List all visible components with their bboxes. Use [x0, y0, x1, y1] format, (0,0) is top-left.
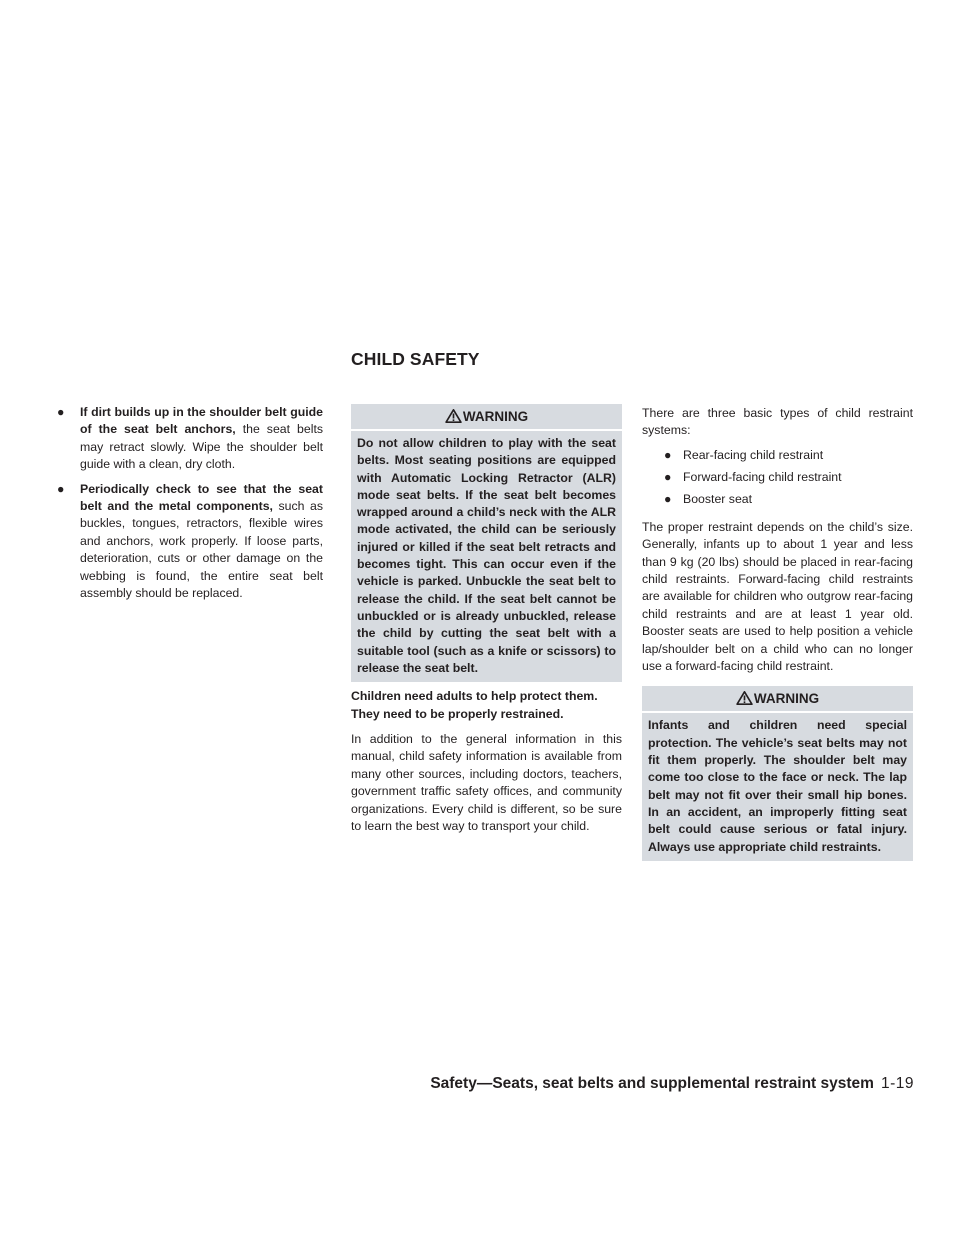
intro-text: There are three basic types of child restraint systems: [642, 406, 913, 438]
warning-text: Do not allow children to play with the seat belts. Most seating positions are equipped with Automatic Locking Retractor (ALR) mode seat belts. If the seat belt becomes wrapped around a child’s neck with the ALR mode activated, the child can be seriously injured or killed if the seat belt retracts and becomes tight. This can occur even if the vehicle is parked. Unbuckle the seat belt to release the child. If the seat belt cannot be unbuckled or is already unbuckled, release the child by cutting the seat belt with a suitable tool (such as a knife or scissors) to release the seat belt. [351, 431, 622, 682]
chapter-title: Safety—Seats, seat belts and supplemental restraint system [430, 1075, 874, 1092]
page-footer [430, 1075, 914, 1093]
list-item [52, 481, 323, 603]
section-title: CHILD SAFETY [351, 349, 480, 369]
warning-triangle-icon [736, 691, 753, 705]
bullet-text: such as buckles, tongues, retractors, flexible wires and anchors, work properly. If loose parts, deterioration, cuts or other damage on the webbing is found, the entire seat belt assembly should be replaced. [80, 499, 324, 601]
column-1 [52, 404, 323, 609]
body-paragraph: In addition to the general information in this manual, child safety information is available from many other sources, including doctors, teachers, government traffic safety offices, and community organizations. Every child is different, so be sure to learn the best way to transport your child. [351, 731, 622, 833]
column-3 [642, 404, 913, 861]
bullet-dot: ● [664, 447, 672, 462]
warning-label: WARNING [462, 409, 529, 424]
list-item [52, 404, 323, 474]
list-item-label: Booster seat [683, 491, 753, 506]
warning-text: Infants and children need special protection. The vehicle’s seat belts may not fit them properly. The shoulder belt may come too close to the face or neck. The lap belt may not fit over their small hip bones. In an accident, an improperly fitting seat belt could cause serious or fatal injury. Always use appropriate child restraints. [642, 713, 913, 860]
list-item [642, 468, 913, 490]
warning-triangle-icon [445, 409, 462, 423]
bullet-text: the seat belts may retract slowly. Wipe the shoulder belt guide with a clean, dry cloth. [80, 422, 324, 472]
page-number: 1-19 [880, 1075, 914, 1092]
list-item-label: Forward-facing child restraint [683, 469, 842, 484]
bullet-lead: Periodically check to see that the seat belt and the metal components, [80, 481, 323, 514]
warning-header [351, 404, 622, 429]
bullet-dot: ● [664, 491, 672, 506]
list-item [642, 446, 913, 468]
bold-statement: Children need adults to help protect them. They need to be properly restrained. [351, 689, 598, 721]
list-item-label: Rear-facing child restraint [683, 447, 824, 462]
column-2 [351, 404, 622, 835]
bullet-dot: ● [664, 469, 672, 484]
bullet-dot: ● [57, 405, 65, 419]
warning-header [642, 686, 913, 711]
bullet-dot: ● [57, 481, 65, 496]
bullet-lead: If dirt builds up in the shoulder belt guide of the seat belt anchors, [80, 405, 323, 437]
list-item [642, 490, 913, 512]
warning-label: WARNING [753, 691, 820, 707]
body-paragraph: The proper restraint depends on the child’s size. Generally, infants up to about 1 year and less than 9 kg (20 lbs) should be placed in rear-facing child restraints. Forward-facing child restraints are available for children who outgrow rear-facing child restraints and are at least 1 year old. Booster seats are used to help position a vehicle lap/shoulder belt on a child who can no longer use a forward-facing child restraint. [642, 519, 913, 674]
restraint-types-list [642, 446, 913, 512]
